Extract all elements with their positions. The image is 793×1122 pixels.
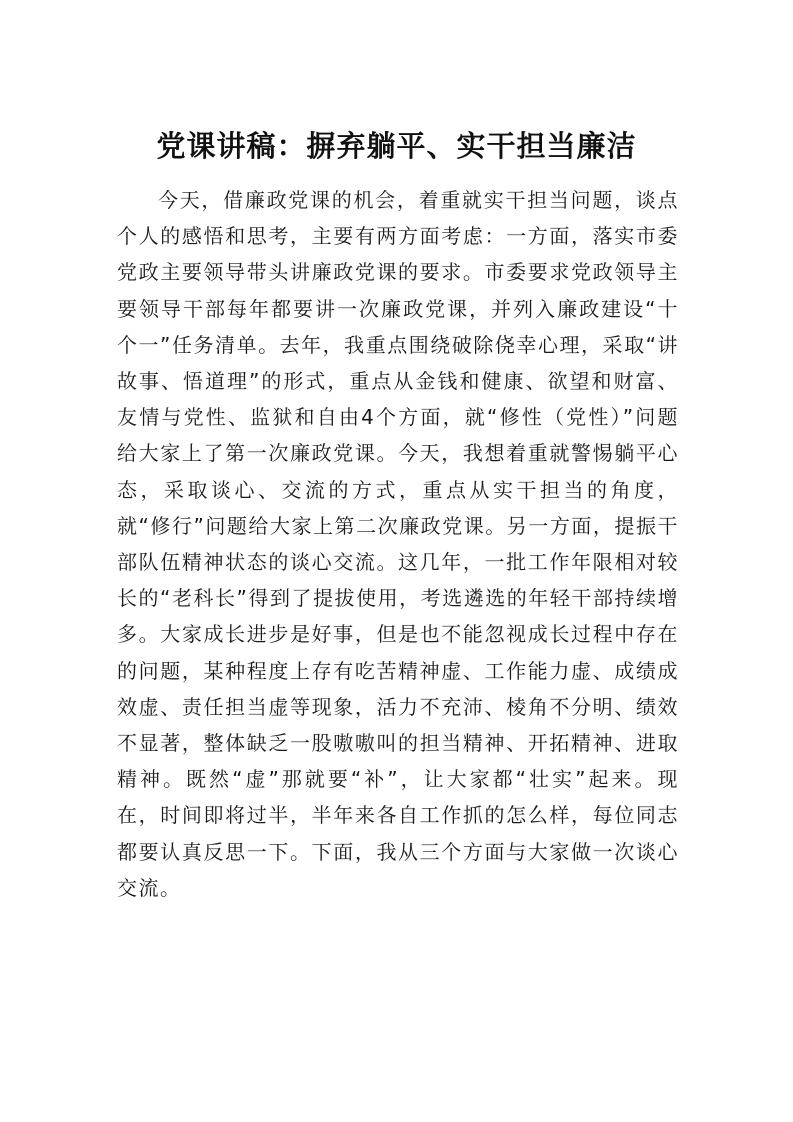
document-title: 党课讲稿：摒弃躺平、实干担当廉洁 [156,129,637,163]
body-paragraph: 今天，借廉政党课的机会，着重就实干担当问题，谈点个人的感悟和思考，主要有两方面考虑：一方面，落实市委党政主要领导带头讲廉政党课的要求。市委要求党政领导主要领导干部每年都要讲一次廉政党课，并列入廉政建设“十个一”任务清单。去年，我重点围绕破除侥幸心理，采取“讲故事、悟道理”的形式，重点从金钱和健康、欲望和财富、友情与党性、监狱和自由4个方面，就“修性（党性）”问题给大家上了第一次廉政党课。今天，我想着重就警惕躺平心态，采取谈心、交流的方式，重点从实干担当的角度，就“修行”问题给大家上第二次廉政党课。另一方面，提振干部队伍精神状态的谈心交流。这几年，一批工作年限相对较长的“老科长”得到了提拔使用，考选遴选的年轻干部持续增多。大家成长进步是好事，但是也不能忽视成长过程中存在的问题，某种程度上存有吃苦精神虚、工作能力虚、成绩成效虚、责任担当虚等现象，活力不充沛、棱角不分明、绩效不显著，整体缺乏一股嗷嗷叫的担当精神、开拓精神、进取精神。既然“虚”那就要“补”，让大家都“壮实”起来。现在，时间即将过半，半年来各自工作抓的怎么样，每位同志都要认真反思一下。下面，我从三个方面与大家做一次谈心交流。 [117,188,679,900]
